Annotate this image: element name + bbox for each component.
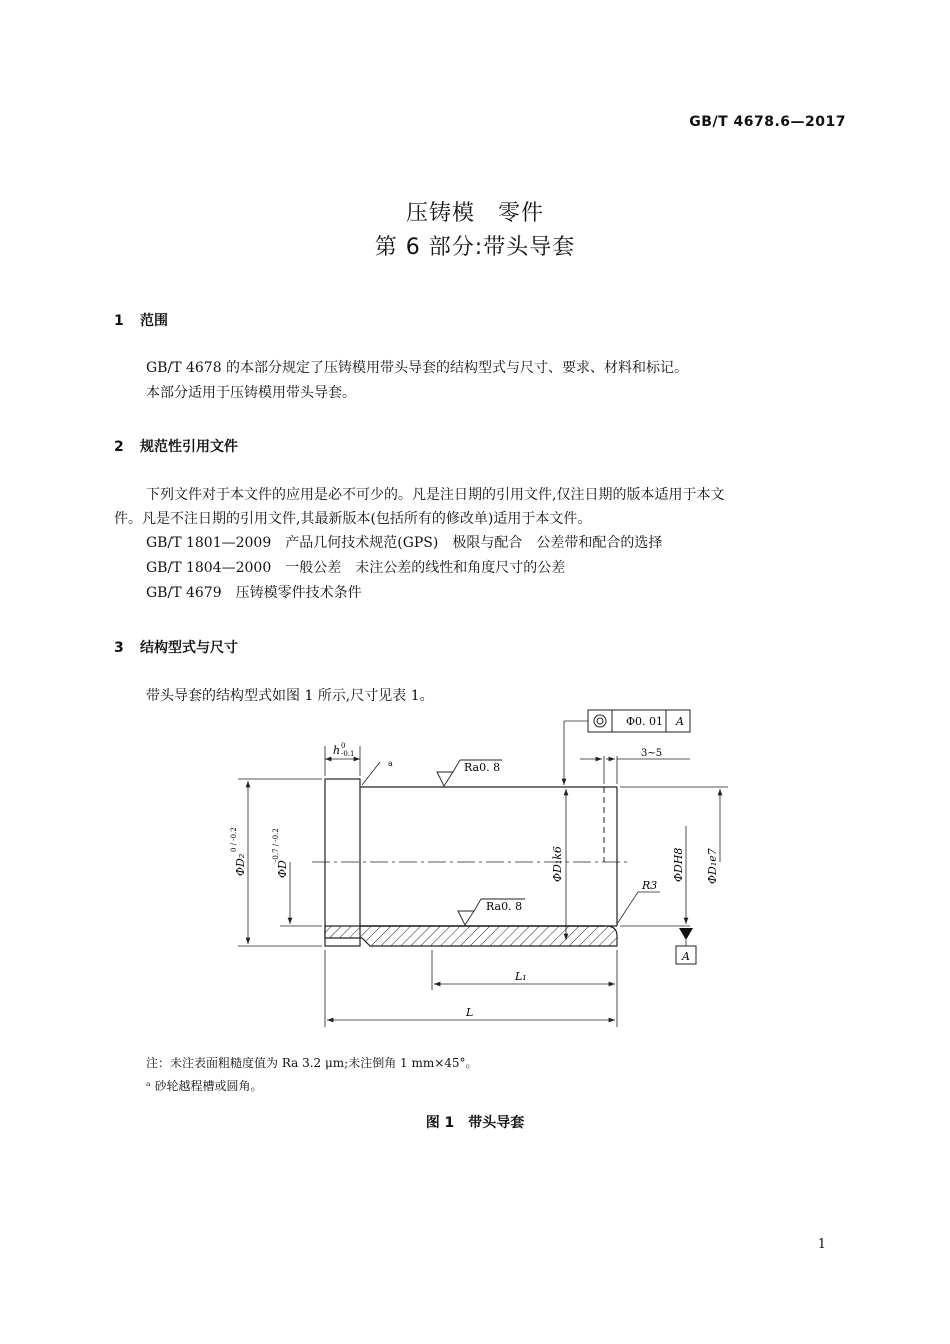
reference-item: GB/T 4679 压铸模零件技术条件	[146, 585, 362, 601]
dim-l1-label: L₁	[515, 970, 527, 983]
dim-h-tol-upper: 0	[341, 742, 346, 750]
section-number: 2	[114, 439, 124, 455]
leader-a	[362, 762, 380, 785]
hatched-section	[325, 926, 617, 946]
dim-h-tol-lower: -0.1	[341, 750, 355, 758]
dim-d1e7-label: ΦD₁e7	[706, 848, 719, 884]
dim-d2-label: ΦD₂	[234, 853, 247, 876]
dim-dh8-label: ΦDH8	[672, 847, 685, 882]
scope-paragraph-2: 本部分适用于压铸模用带头导套。	[146, 385, 356, 401]
r3-leader	[617, 892, 638, 924]
document-title-line1: 压铸模 零件	[405, 201, 544, 226]
normative-intro-line1: 下列文件对于本文件的应用是必不可少的。凡是注日期的引用文件,仅注日期的版本适用于本文	[146, 487, 725, 503]
standard-code: GB/T 4678.6—2017	[689, 114, 846, 130]
tolerance-datum: A	[676, 715, 684, 728]
datum-a-label: A	[682, 950, 690, 963]
datum-triangle-icon	[679, 928, 693, 940]
note-a-marker: a	[388, 759, 393, 768]
roughness-top-label: Ra0. 8	[464, 761, 501, 774]
part-outline	[325, 779, 617, 946]
dim-3-5-label: 3~5	[641, 748, 663, 759]
normative-intro-line2: 件。凡是不注日期的引用文件,其最新版本(包括所有的修改单)适用于本文件。	[114, 511, 592, 527]
reference-item: GB/T 1801—2009 产品几何技术规范(GPS) 极限与配合 公差带和配合的选择	[146, 535, 663, 551]
figure-note: 注：未注表面粗糙度值为 Ra 3.2 μm;未注倒角 1 mm×45°。	[146, 1056, 478, 1070]
section-number: 3	[114, 640, 124, 656]
figure-caption: 图 1 带头导套	[425, 1115, 525, 1131]
r3-label: R3	[642, 879, 658, 892]
concentricity-icon	[594, 715, 606, 727]
reference-item: GB/T 1804—2000 一般公差 未注公差的线性和角度尺寸的公差	[146, 560, 566, 576]
page-number: 1	[817, 1237, 826, 1252]
scope-paragraph-1: GB/T 4678 的本部分规定了压铸模用带头导套的结构型式与尺寸、要求、材料和标记。	[146, 360, 689, 376]
dim-h-label: h	[333, 744, 341, 757]
dim-d2-tol: 0 / -0.2	[230, 827, 238, 852]
roughness-bottom-label: Ra0. 8	[486, 900, 523, 913]
dim-d-label: ΦD	[276, 860, 289, 878]
section-title: 结构型式与尺寸	[140, 640, 238, 656]
section-title: 规范性引用文件	[140, 439, 238, 455]
document-title-line2: 第 6 部分:带头导套	[374, 235, 576, 260]
dim-l-label: L	[466, 1006, 474, 1019]
figure-footnote: ᵃ 砂轮越程槽或圆角。	[146, 1079, 263, 1093]
dim-d1k6-label: ΦD₁k6	[551, 846, 564, 882]
section-title: 范围	[140, 313, 168, 329]
section-number: 1	[114, 313, 124, 329]
structure-paragraph: 带头导套的结构型式如图 1 所示,尺寸见表 1。	[146, 688, 434, 704]
dim-d-tol: -0.7 / -0.2	[272, 828, 280, 862]
tolerance-value: Φ0. 01	[626, 715, 664, 728]
